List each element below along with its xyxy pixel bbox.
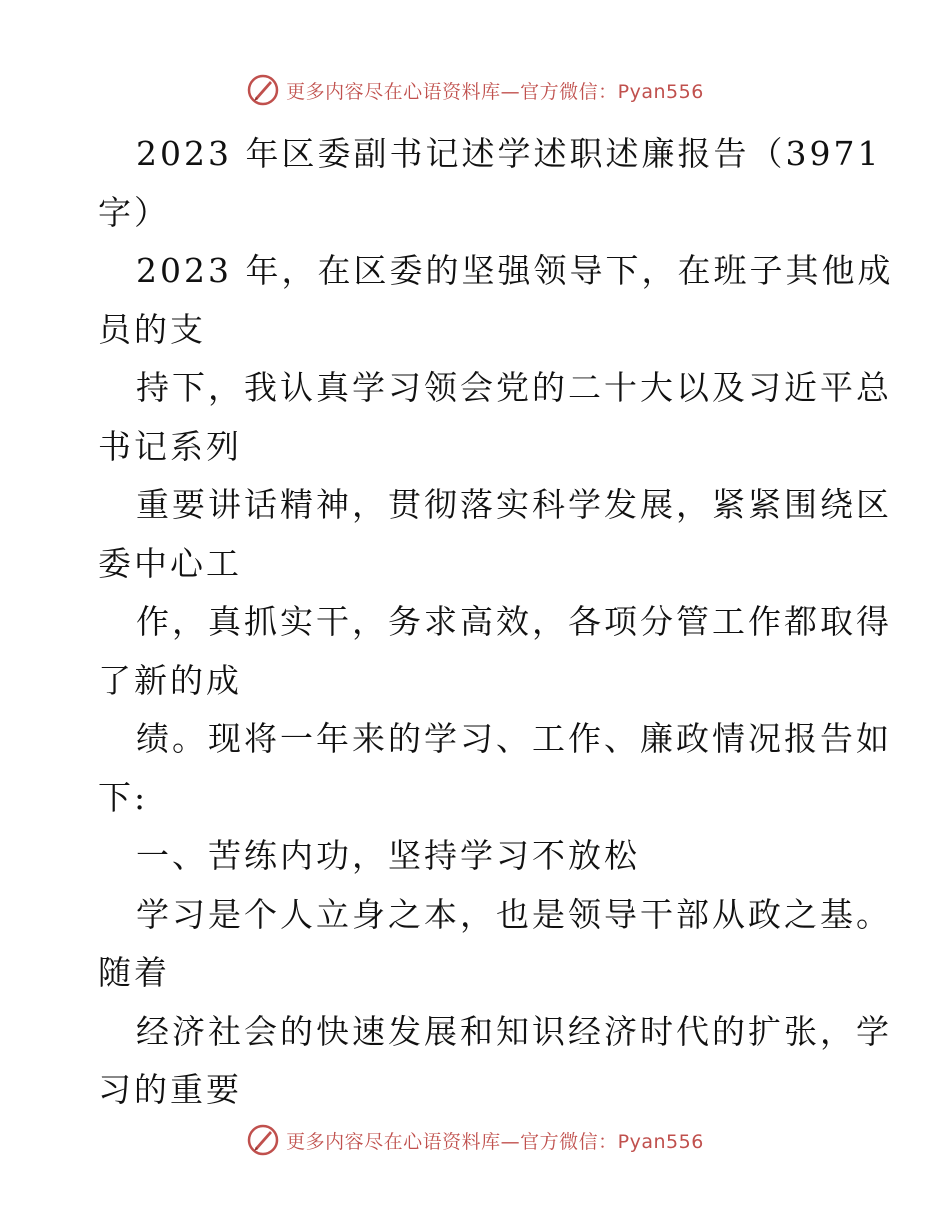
line-continuation: 员的支 <box>98 309 206 349</box>
paragraph <box>98 886 892 1003</box>
document-body <box>98 125 894 1120</box>
line-continuation: 书记系列 <box>98 426 242 466</box>
paragraph <box>98 593 892 710</box>
watermark-footer <box>0 1120 950 1160</box>
paragraph <box>98 476 892 593</box>
watermark-text: 更多内容尽在心语资料库—官方微信：Pyan556 <box>286 1130 704 1153</box>
line-first: 2023 年，在区委的坚强领导下，在班子其他成 <box>136 251 894 290</box>
paragraph <box>98 710 892 827</box>
paragraph <box>98 242 894 359</box>
line-continuation: 了新的成 <box>98 660 242 700</box>
line-continuation: 习的重要 <box>98 1070 242 1109</box>
section-heading <box>98 827 858 886</box>
quill-logo-icon <box>246 73 280 107</box>
watermark-header <box>0 70 950 110</box>
line-first: 重要讲话精神，贯彻落实科学发展，紧紧围绕区 <box>136 485 892 524</box>
line-first: 持下，我认真学习领会党的二十大以及习近平总 <box>136 368 892 407</box>
line-continuation: 字） <box>98 192 170 232</box>
watermark-text: 更多内容尽在心语资料库—官方微信：Pyan556 <box>286 80 704 103</box>
line-first: 一、苦练内功，坚持学习不放松 <box>136 836 640 875</box>
paragraph <box>98 359 892 476</box>
quill-logo-icon <box>246 1123 280 1157</box>
line-first: 2023 年区委副书记述学述职述廉报告（3971 <box>136 134 882 173</box>
paragraph <box>98 125 882 242</box>
line-continuation: 委中心工 <box>98 543 242 583</box>
line-first: 绩。现将一年来的学习、工作、廉政情况报告如 <box>136 719 892 758</box>
line-first: 学习是个人立身之本，也是领导干部从政之基。 <box>136 894 892 934</box>
line-first: 经济社会的快速发展和知识经济时代的扩张，学 <box>136 1011 892 1051</box>
line-first: 作，真抓实干，务求高效，各项分管工作都取得 <box>136 602 892 641</box>
line-continuation: 随着 <box>98 953 170 992</box>
line-continuation: 下: <box>98 777 149 817</box>
paragraph <box>98 1003 892 1120</box>
